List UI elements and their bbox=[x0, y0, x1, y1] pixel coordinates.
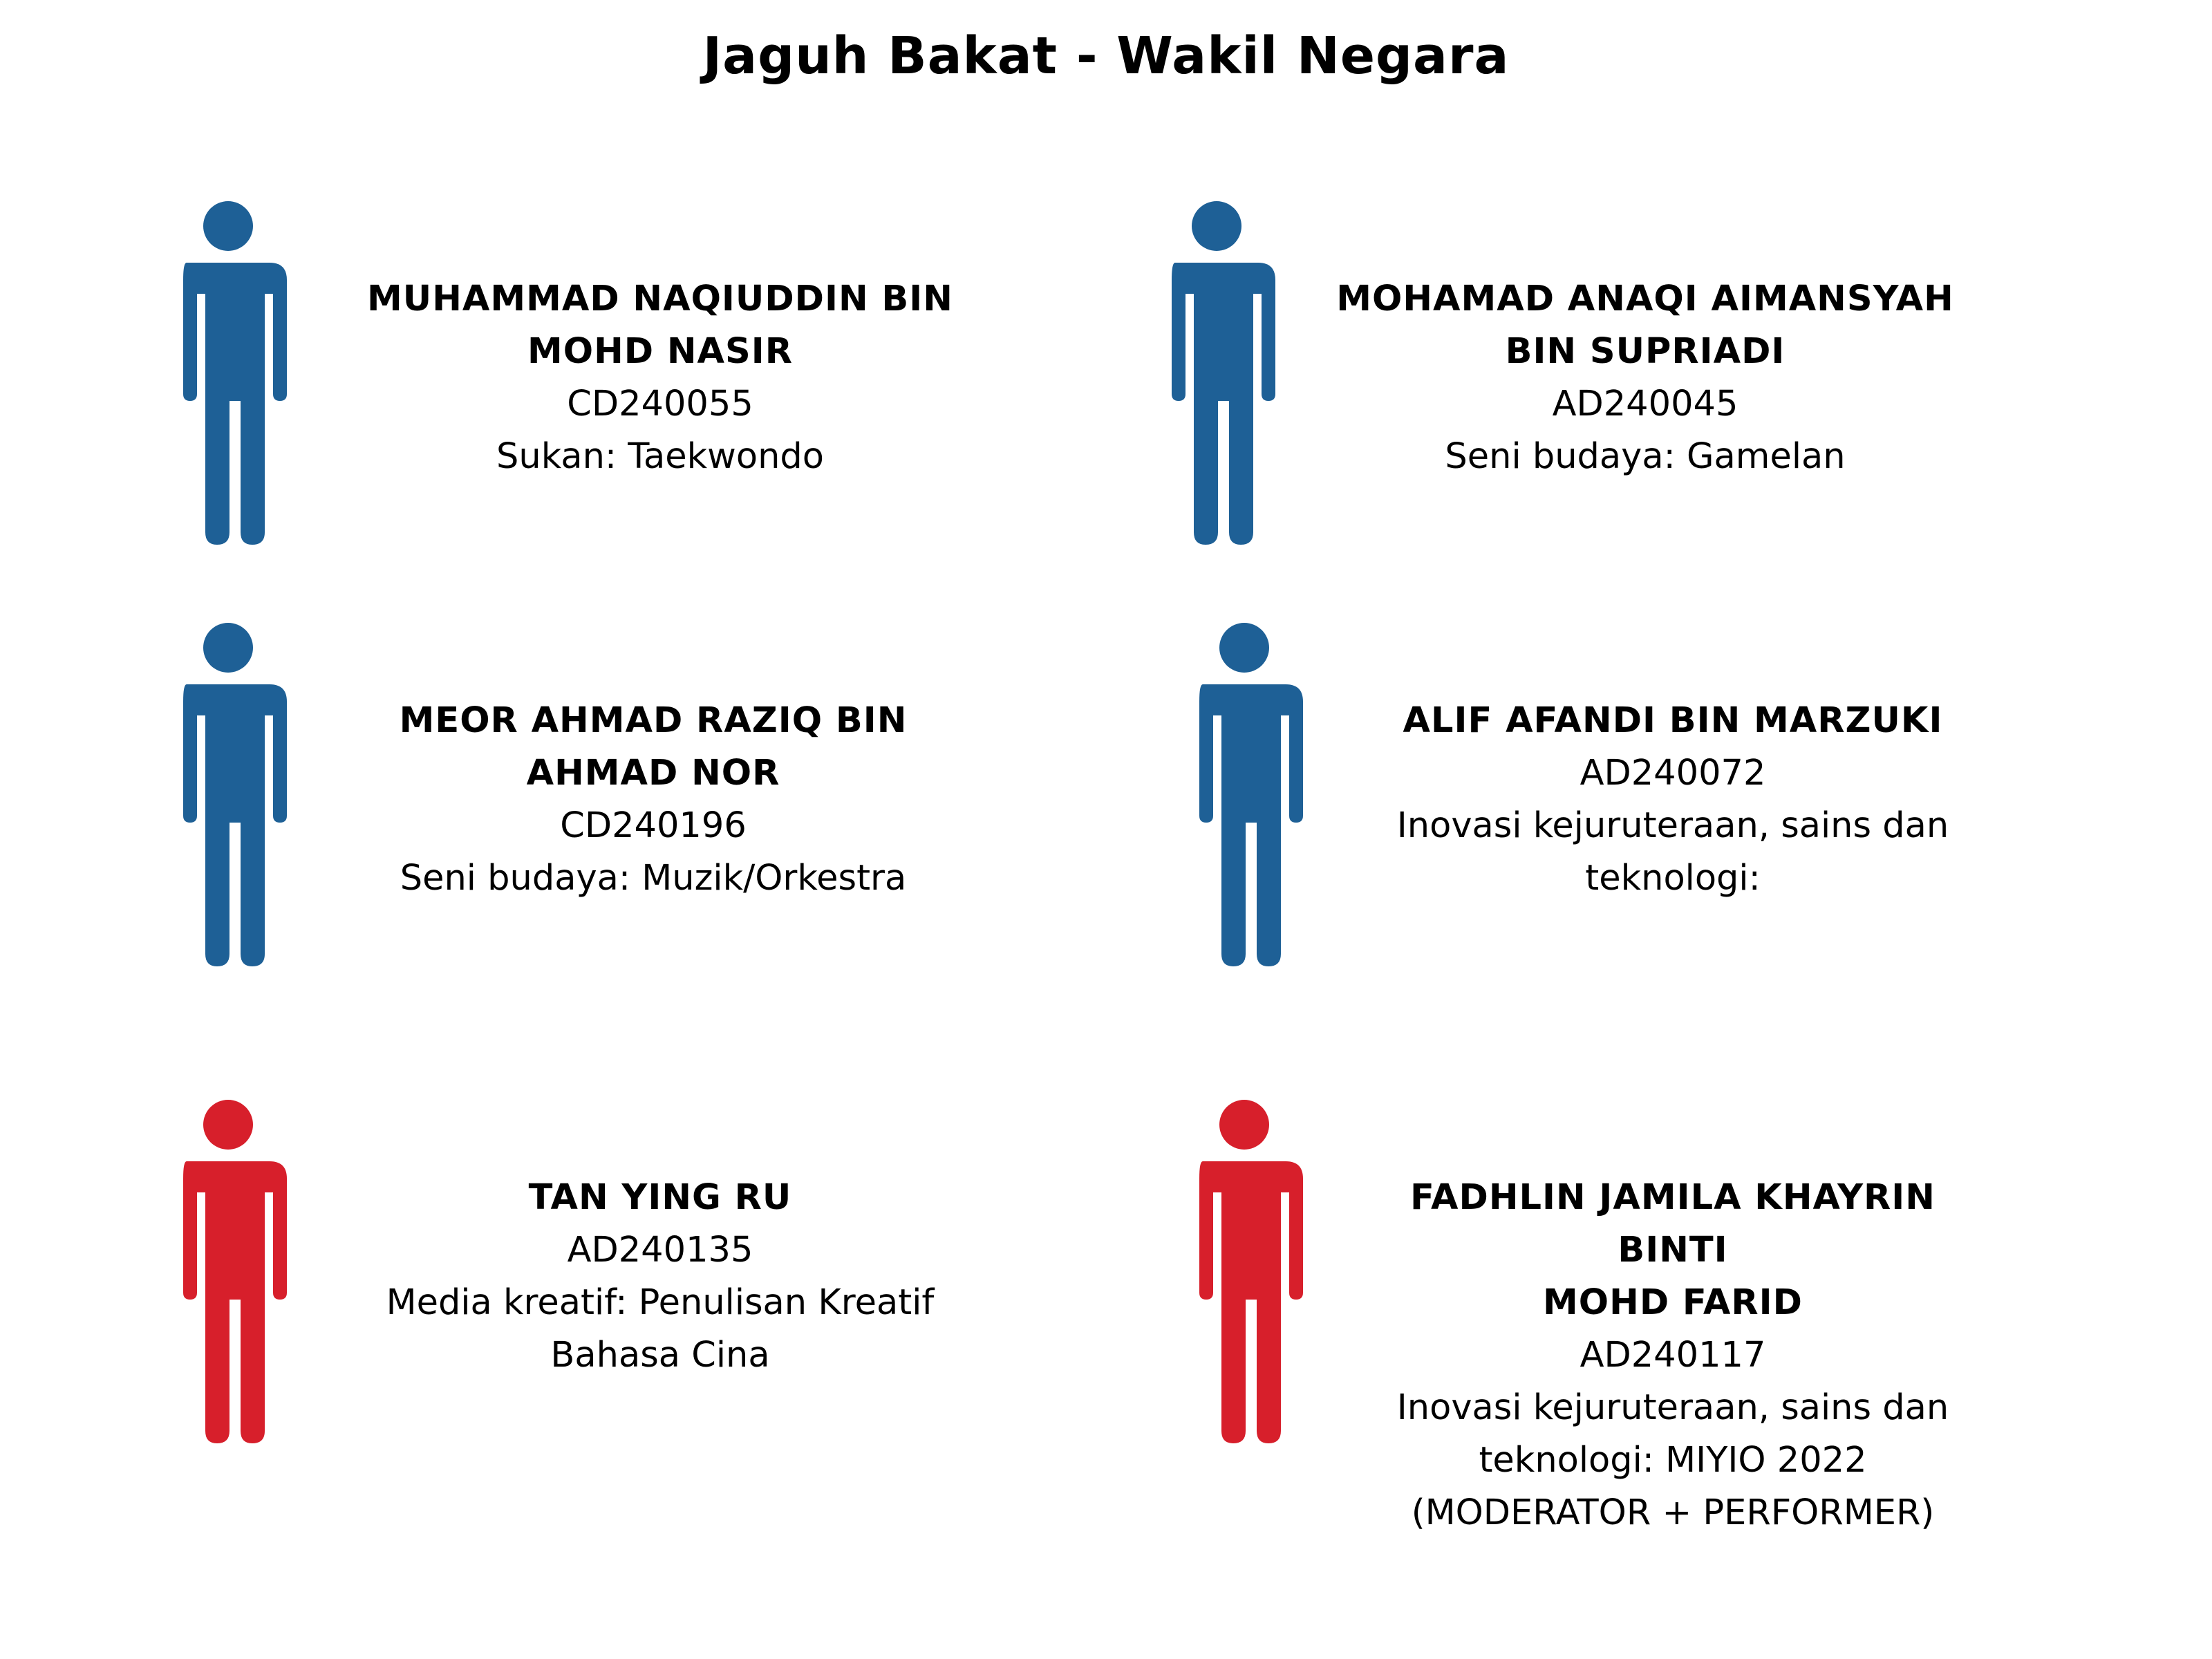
representative-info bbox=[1362, 695, 1984, 905]
representative-name: MEOR AHMAD RAZIQ BIN bbox=[399, 700, 908, 741]
representative-info bbox=[1362, 1172, 1984, 1539]
talent-category: teknologi: MIYIO 2022 bbox=[1479, 1440, 1867, 1481]
talent-category: Bahasa Cina bbox=[550, 1335, 770, 1376]
representative-name: MOHD FARID bbox=[1543, 1282, 1803, 1323]
talent-category: (MODERATOR + PERFORMER) bbox=[1411, 1492, 1935, 1533]
representative-name: MOHD NASIR bbox=[527, 331, 793, 372]
representative-name: FADHLIN JAMILA KHAYRIN BINTI bbox=[1410, 1177, 1936, 1271]
talent-category: Media kreatif: Penulisan Kreatif bbox=[386, 1282, 935, 1323]
talent-category: Inovasi kejuruteraan, sains dan bbox=[1396, 1387, 1949, 1428]
representative-info bbox=[349, 1172, 971, 1382]
talent-category: teknologi: bbox=[1585, 858, 1761, 899]
student-id: CD240055 bbox=[567, 384, 753, 424]
representative-name: TAN YING RU bbox=[528, 1177, 792, 1218]
representative-name: MOHAMAD ANAQI AIMANSYAH bbox=[1336, 279, 1954, 319]
representative-name: BIN SUPRIADI bbox=[1505, 331, 1785, 372]
page-title: Jaguh Bakat - Wakil Negara bbox=[702, 26, 1510, 86]
talent-category: Seni budaya: Muzik/Orkestra bbox=[400, 858, 907, 899]
representative-info bbox=[349, 273, 971, 483]
representative-name: ALIF AFANDI BIN MARZUKI bbox=[1403, 700, 1943, 741]
representative-info bbox=[1334, 273, 1956, 483]
representative-info bbox=[342, 695, 964, 905]
male-person-icon bbox=[1182, 622, 1306, 968]
talent-category: Inovasi kejuruteraan, sains dan bbox=[1396, 805, 1949, 846]
male-person-icon bbox=[1154, 200, 1279, 546]
male-person-icon bbox=[166, 200, 290, 546]
representative-name: MUHAMMAD NAQIUDDIN BIN bbox=[367, 279, 953, 319]
student-id: AD240045 bbox=[1552, 384, 1738, 424]
female-person-icon bbox=[1182, 1099, 1306, 1445]
student-id: CD240196 bbox=[560, 805, 747, 846]
talent-category: Sukan: Taekwondo bbox=[496, 436, 824, 477]
student-id: AD240135 bbox=[567, 1230, 753, 1271]
representative-name: AHMAD NOR bbox=[526, 753, 780, 794]
student-id: AD240117 bbox=[1580, 1335, 1766, 1376]
student-id: AD240072 bbox=[1580, 753, 1766, 794]
talent-category: Seni budaya: Gamelan bbox=[1445, 436, 1846, 477]
female-person-icon bbox=[166, 1099, 290, 1445]
male-person-icon bbox=[166, 622, 290, 968]
